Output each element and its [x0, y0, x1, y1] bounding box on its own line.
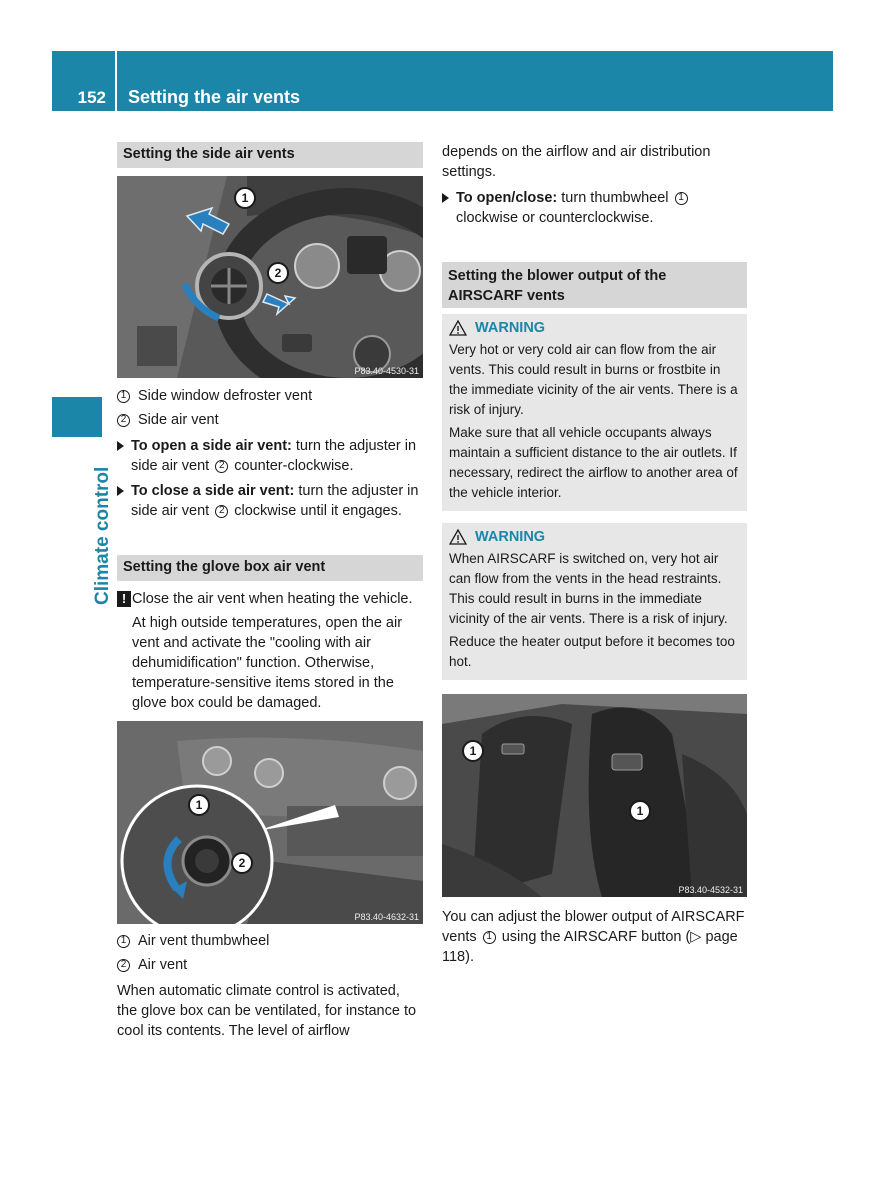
- legend-text: Side window defroster vent: [138, 388, 313, 404]
- instruction-text: turn the adjuster in side air vent: [131, 438, 417, 474]
- legend-item: [117, 931, 423, 951]
- warning-box: [442, 314, 747, 511]
- left-column: [117, 142, 423, 1041]
- section-heading-glove-box: Setting the glove box air vent: [117, 555, 423, 581]
- chapter-tab-label: Climate control: [92, 466, 113, 605]
- warning-text: When AIRSCARF is switched on, very hot air can flow from the vents in the head restraints. This could result in burns in the immediate vicinity of the air vents. There is a risk of injury.: [449, 551, 728, 626]
- warning-triangle-icon: [449, 320, 467, 336]
- ref-number: 1: [675, 192, 688, 205]
- instruction-label: To open a side air vent:: [131, 438, 292, 454]
- warning-title: WARNING: [475, 529, 546, 545]
- image-reference: P83.40-4632-31: [354, 912, 419, 922]
- body-paragraph: depends on the airflow and air distribution settings.: [442, 144, 711, 180]
- callout-1: 1: [462, 740, 484, 762]
- side-vent-image: [117, 176, 423, 378]
- instruction-text: clockwise until it engages.: [230, 503, 402, 519]
- glove-box-illustration: [117, 721, 423, 924]
- callout-2: 2: [231, 852, 253, 874]
- instruction-open-close: [442, 188, 747, 228]
- legend-number: 1: [117, 390, 130, 403]
- warning-text: Reduce the heater output before it becomes too hot.: [449, 634, 735, 669]
- ref-number: 2: [215, 505, 228, 518]
- page-reference-link[interactable]: using the AIRSCARF button (▷ page 118).: [442, 929, 738, 965]
- legend-text: Air vent: [138, 957, 188, 973]
- legend-item: [117, 955, 423, 975]
- callout-1: 1: [629, 800, 651, 822]
- instruction-text: clockwise or counterclockwise.: [456, 210, 654, 226]
- body-paragraph: [442, 907, 747, 967]
- instruction-text: turn thumbwheel: [557, 190, 673, 206]
- section-heading-side-vents: Setting the side air vents: [117, 142, 423, 168]
- warning-box: [442, 523, 747, 680]
- page-title: Setting the air vents: [128, 87, 301, 107]
- bullet-arrow-icon: [117, 441, 124, 451]
- chapter-tab-marker: [52, 397, 102, 437]
- warning-text: Make sure that all vehicle occupants always maintain a sufficient distance to the air outlets. If necessary, redirect the airflow to another area of the vehicle interior.: [449, 425, 738, 500]
- instruction-label: To open/close:: [456, 190, 558, 206]
- airscarf-seat-image: [442, 694, 747, 897]
- image-reference: P83.40-4532-31: [678, 885, 743, 895]
- header-divider: [115, 51, 117, 111]
- warning-heading: [449, 529, 740, 545]
- legend-number: 2: [117, 414, 130, 427]
- legend-list: [117, 386, 423, 430]
- instruction-close-side-vent: [117, 481, 423, 521]
- page-number: 152: [77, 88, 106, 107]
- glove-box-image: [117, 721, 423, 924]
- ref-number: 1: [483, 931, 496, 944]
- body-paragraph: When automatic climate control is activated, the glove box can be ventilated, for instance to cool its contents. The level of airflow: [117, 983, 417, 1039]
- legend-item: [117, 410, 423, 430]
- seat-illustration: [442, 694, 747, 897]
- section-heading-airscarf: Setting the blower output of the AIRSCARF vents: [442, 262, 747, 308]
- instruction-label: To close a side air vent:: [131, 483, 295, 499]
- callout-1: 1: [234, 187, 256, 209]
- notice-icon: !: [117, 591, 131, 607]
- right-column: [442, 142, 747, 967]
- notice-text-2: At high outside temperatures, open the air vent and activate the "cooling with air dehumidification" function. Otherwise, temperature-sensitive items stored in the glove box could be damaged.: [132, 615, 403, 711]
- legend-list: [117, 931, 423, 975]
- image-reference: P83.40-4530-31: [354, 366, 419, 376]
- legend-number: 2: [117, 959, 130, 972]
- warning-text: Very hot or very cold air can flow from the air vents. This could result in burns or frostbite in the immediate vicinity of the air vents. There is a risk of injury.: [449, 342, 738, 417]
- page-header: [52, 51, 833, 111]
- warning-heading: [449, 320, 740, 336]
- instruction-open-side-vent: [117, 436, 423, 476]
- legend-text: Air vent thumbwheel: [138, 933, 270, 949]
- legend-text: Side air vent: [138, 412, 219, 428]
- legend-number: 1: [117, 935, 130, 948]
- bullet-arrow-icon: [442, 193, 449, 203]
- ref-number: 2: [215, 460, 228, 473]
- bullet-arrow-icon: [117, 486, 124, 496]
- body-text: You can adjust the blower output of AIRSCARF vents: [442, 909, 745, 945]
- instruction-text: turn the adjuster in side air vent: [131, 483, 419, 519]
- callout-1: 1: [188, 794, 210, 816]
- notice-text: Close the air vent when heating the vehicle.: [132, 591, 413, 607]
- notice-block: [117, 589, 423, 713]
- callout-2: 2: [267, 262, 289, 284]
- legend-item: [117, 386, 423, 406]
- instruction-text: counter-clockwise.: [230, 458, 354, 474]
- warning-triangle-icon: [449, 529, 467, 545]
- warning-title: WARNING: [475, 320, 546, 336]
